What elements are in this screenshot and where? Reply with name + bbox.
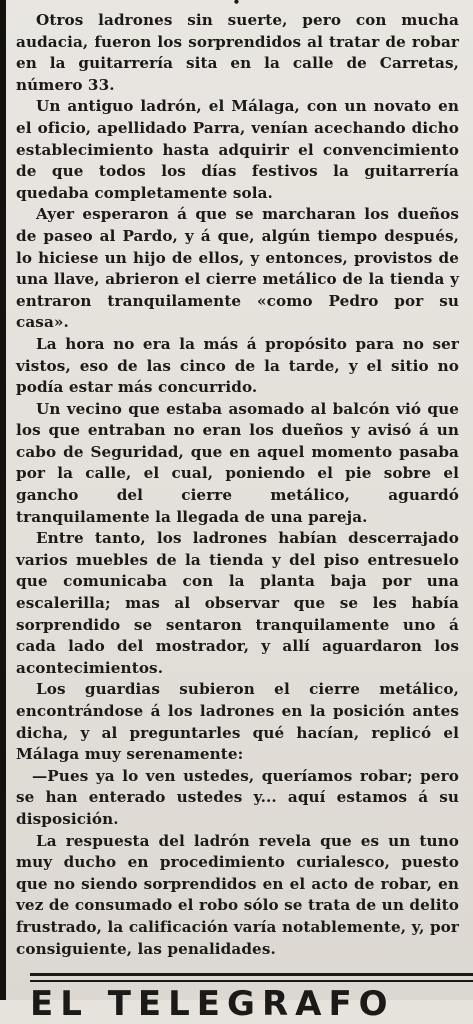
- article-paragraph-9: La respuesta del ladrón revela que es un tuno muy ducho en procedimiento curialesco, puesto que no siendo sorprendidos en el acto de robar, en vez de consumado el robo sólo se trata de un delito frustrado, la calificación varía notablemente, y, por consiguiente, las penalidades.: [16, 831, 459, 958]
- article-paragraph-7: Los guardias subieron el cierre metálico, encontrándose á los ladrones en la posición antes dicha, y al preguntarles qué hacían, replicó el Málaga muy serenamente:: [16, 680, 459, 764]
- article-paragraph-1: Otros ladrones sin suerte, pero con mucha audacia, fueron los sorprendidos al tratar de robar en la guitarrería sita en la calle de Carretas, número 33.: [16, 11, 459, 94]
- top-cut-fragment: •: [232, 0, 241, 9]
- article-body: [16, 10, 459, 960]
- article-paragraph-6: Entre tanto, los ladrones habían descerrajado varios muebles de la tienda y del piso entresuelo que comunicaba con la planta baja por una escalerilla; mas al observar que se les había sorprendido se sentaron tranquilamente uno á cada lado del mostrador, y allí aguardaron los acontecimientos.: [16, 529, 459, 677]
- article-paragraph-2: Un antiguo ladrón, el Málaga, con un novato en el oficio, apellidado Parra, venían acechando dicho establecimiento hasta adquirir el convencimiento de que todos los días festivos la guitarrería quedaba completamente sola.: [16, 97, 459, 202]
- section-divider-thin: [30, 980, 473, 982]
- article-paragraph-5: Un vecino que estaba asomado al balcón vió que los que entraban no eran los dueños y avisó á un cabo de Seguridad, que en aquel momento pasaba por la calle, el cual, poniendo el pie sobre el gancho del cierre metálico, aguardó tranquilamente la llegada de una pareja.: [16, 399, 459, 526]
- article-quote-paragraph: —Pues ya lo ven ustedes, queríamos robar; pero se han enterado ustedes y... aquí estamos á su disposición.: [16, 766, 459, 828]
- page-edge-shadow: [0, 0, 6, 1000]
- next-section-headline: EL TELEGRAFO: [30, 984, 395, 1024]
- article-paragraph-3: Ayer esperaron á que se marcharan los dueños de paseo al Pardo, y á que, algún tiempo después, lo hiciese un hijo de ellos, y entonces, provistos de una llave, abrieron el cierre metálico de la tienda y entraron tranquilamente «como Pedro por su casa».: [16, 205, 459, 332]
- section-divider-thick: [30, 973, 473, 976]
- article-paragraph-4: La hora no era la más á propósito para no ser vistos, eso de las cinco de la tarde, y el sitio no podía estar más concurrido.: [16, 334, 459, 397]
